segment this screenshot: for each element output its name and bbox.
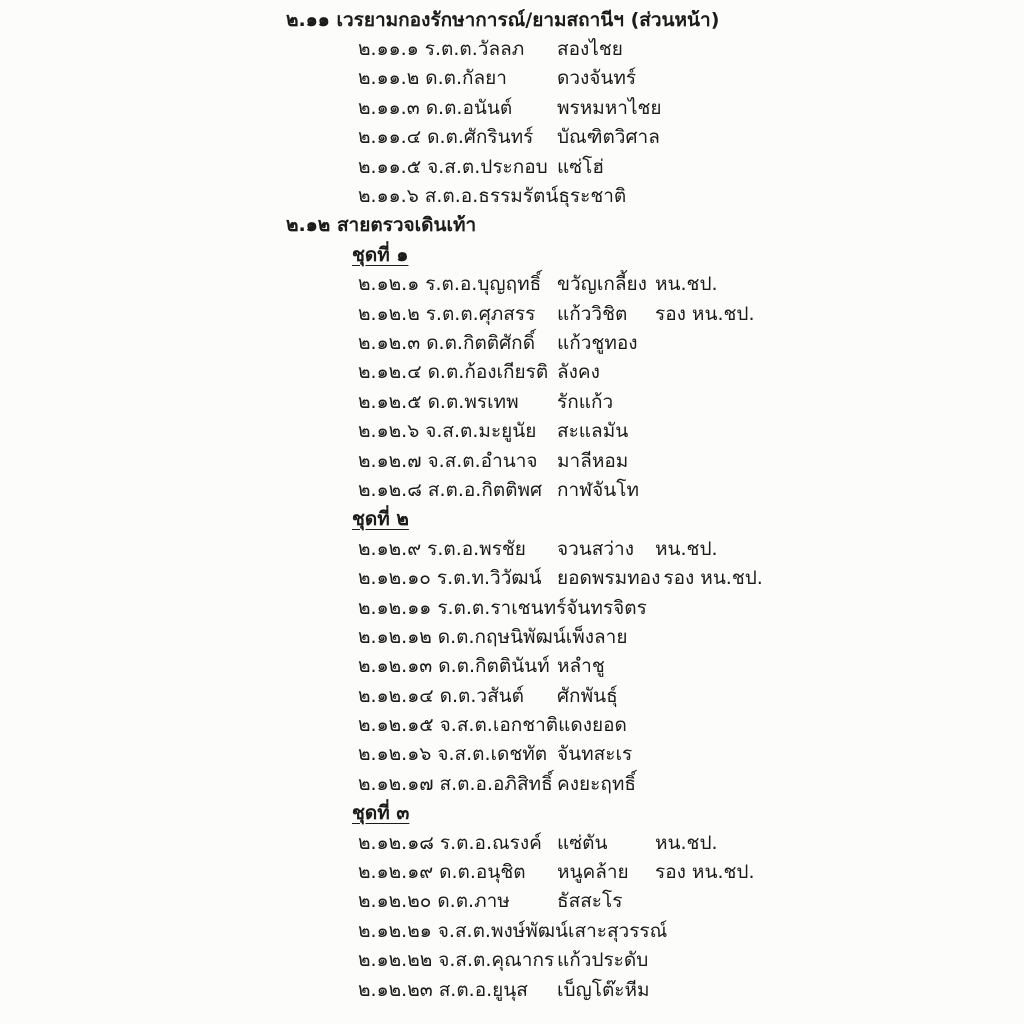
entry-surname: ขวัญเกลี้ยง — [557, 273, 647, 296]
entry-number: ๒.๑๒.๒๒ — [358, 949, 433, 972]
entry-rank-name: ด.ต.กิตตินันท์ — [438, 655, 550, 678]
entry-number: ๒.๑๒.๑๘ — [358, 831, 434, 854]
entry-rank-name: จ.ส.ต.เอกชาติ — [439, 714, 559, 737]
entry-surname: จันทรจิตร — [566, 596, 647, 619]
entry-surname: จวนสว่าง — [557, 537, 635, 560]
entry-role: หน.ชป. — [655, 831, 718, 854]
roster-row — [0, 358, 1024, 387]
entry-surname: พรหมหาไชย — [557, 96, 662, 119]
roster-row — [0, 946, 1024, 975]
roster-row — [0, 152, 1024, 181]
entry-number: ๒.๑๒.๒๑ — [358, 919, 432, 942]
entry-role: หน.ชป. — [655, 537, 718, 560]
roster-row — [0, 710, 1024, 739]
entry-number: ๒.๑๒.๑๗ — [358, 772, 434, 795]
roster-row — [0, 828, 1024, 857]
roster-row — [0, 34, 1024, 63]
entry-surname: กาฬจันโท — [557, 478, 640, 501]
entry-rank-name: ส.ต.อ.ธรรมรัตน์ — [424, 185, 559, 208]
entry-surname: ลังคง — [557, 361, 600, 384]
entry-rank-name: ร.ต.อ.ณรงค์ — [439, 831, 542, 854]
entry-number: ๒.๑๑.๒ — [358, 67, 420, 90]
section-heading: ๒.๑๒ สายตรวจเดินเท้า — [286, 214, 477, 237]
entry-rank-name: ด.ต.อนันต์ — [425, 96, 513, 119]
entry-rank-name: ส.ต.อ.ยูนุส — [438, 978, 528, 1001]
roster-row — [0, 387, 1024, 416]
entry-rank-name: จ.ส.ต.พงษ์พัฒน์ — [437, 919, 568, 942]
entry-number: ๒.๑๒.๙ — [358, 537, 422, 560]
entry-rank-name: จ.ส.ต.คุณากร — [438, 949, 555, 972]
entry-number: ๒.๑๒.๗ — [358, 449, 422, 472]
entry-rank-name: ด.ต.อนุชิต — [439, 861, 526, 884]
entry-surname: สะแลมัน — [557, 420, 629, 443]
entry-surname: สองไชย — [557, 38, 623, 61]
roster-row — [0, 270, 1024, 299]
roster-row — [0, 622, 1024, 651]
roster-row — [0, 534, 1024, 563]
roster-row — [0, 769, 1024, 798]
entry-surname: หนูคล้าย — [557, 861, 629, 884]
roster-row — [0, 123, 1024, 152]
entry-role: หน.ชป. — [655, 273, 718, 296]
roster-row — [0, 652, 1024, 681]
entry-number: ๒.๑๒.๑๔ — [358, 684, 434, 707]
group-subheading — [0, 505, 1024, 534]
entry-rank-name: ร.ต.ต.วัลลภ — [424, 38, 525, 61]
entry-number: ๒.๑๒.๑ — [358, 273, 420, 296]
entry-rank-name: ด.ต.กิตติศักดิ์ — [426, 332, 536, 354]
entry-number: ๒.๑๒.๒๐ — [358, 890, 432, 913]
roster-row — [0, 681, 1024, 710]
roster-row — [0, 740, 1024, 769]
entry-number: ๒.๑๒.๑๙ — [358, 861, 434, 884]
roster-row — [0, 416, 1024, 445]
group-subheading-label: ชุดที่ ๓ — [352, 802, 410, 825]
entry-rank-name: จ.ส.ต.อำนาจ — [427, 449, 538, 472]
roster-row — [0, 475, 1024, 504]
group-subheading-label: ชุดที่ ๒ — [352, 508, 409, 531]
entry-number: ๒.๑๑.๓ — [358, 96, 420, 119]
entry-rank-name: ด.ต.กฤษนิพัฒน์ — [437, 625, 566, 648]
entry-rank-name: ร.ต.ต.ศุภสรร — [425, 302, 536, 325]
entry-rank-name: จ.ส.ต.ประกอบ — [427, 155, 548, 178]
entry-number: ๒.๑๑.๕ — [358, 155, 422, 178]
roster-row — [0, 446, 1024, 475]
roster-row — [0, 593, 1024, 622]
entry-surname: เสาะสุวรรณ์ — [567, 919, 668, 942]
entry-number: ๒.๑๒.๒ — [358, 302, 420, 325]
entry-role: รอง หน.ชป. — [655, 302, 755, 325]
entry-rank-name: ร.ต.ต.ราเชนทร์ — [437, 596, 567, 619]
entry-rank-name: ด.ต.กัลยา — [425, 67, 507, 90]
entry-surname: ศักพันธุ์ — [557, 684, 618, 707]
entry-surname: แก้ววิชิต — [557, 302, 628, 325]
entry-surname: หลำชู — [557, 655, 605, 678]
roster-row — [0, 181, 1024, 210]
entry-rank-name: ส.ต.อ.อภิสิทธิ์ — [439, 772, 553, 795]
entry-surname: แดงยอด — [558, 714, 627, 737]
entry-rank-name: ร.ต.ท.วิวัฒน์ — [436, 567, 542, 590]
entry-number: ๒.๑๒.๔ — [358, 361, 422, 384]
entry-number: ๒.๑๒.๑๖ — [358, 743, 432, 766]
entry-surname: เบ็ญโต๊ะหีม — [557, 978, 650, 1001]
entry-number: ๒.๑๒.๑๕ — [358, 714, 434, 737]
group-subheading — [0, 799, 1024, 828]
entry-rank-name: ด.ต.ภาษ — [437, 890, 510, 913]
entry-surname: จันทสะเร — [557, 743, 633, 766]
roster-row — [0, 93, 1024, 122]
entry-number: ๒.๑๑.๖ — [358, 185, 419, 208]
entry-surname: เพ็งลาย — [565, 625, 628, 648]
entry-surname: คงยะฤทธิ์ — [557, 772, 636, 795]
entry-rank-name: ด.ต.พรเทพ — [427, 390, 519, 413]
roster-row — [0, 328, 1024, 357]
roster-row — [0, 857, 1024, 886]
entry-number: ๒.๑๒.๖ — [358, 420, 420, 443]
entry-number: ๒.๑๒.๓ — [358, 332, 421, 354]
entry-rank-name: ด.ต.ก้องเกียรติ — [427, 361, 549, 384]
entry-role: รอง หน.ชป. — [663, 567, 763, 590]
roster-row — [0, 975, 1024, 1004]
entry-number: ๒.๑๑.๑ — [358, 38, 419, 61]
roster-row — [0, 64, 1024, 93]
entry-number: ๒.๑๒.๑๒ — [358, 625, 432, 648]
entry-role: รอง หน.ชป. — [655, 861, 755, 884]
entry-surname: แก้วชูทอง — [557, 332, 638, 354]
entry-surname: แซ่ตัน — [557, 831, 608, 854]
entry-surname: ธัสสะโร — [557, 890, 623, 913]
entry-surname: ยอดพรมทอง — [557, 567, 661, 590]
entry-surname: แก้วประดับ — [557, 949, 649, 972]
entry-rank-name: ด.ต.ศักรินทร์ — [427, 126, 534, 149]
entry-number: ๒.๑๒.๒๓ — [358, 978, 433, 1001]
entry-number: ๒.๑๒.๑๑ — [358, 596, 432, 619]
entry-surname: แซ่โฮ่ — [557, 155, 604, 178]
roster-row — [0, 916, 1024, 945]
entry-surname: มาลีหอม — [557, 449, 629, 472]
entry-rank-name: ส.ต.อ.กิตติพศ — [427, 478, 543, 501]
group-subheading-label: ชุดที่ ๑ — [352, 243, 409, 266]
entry-rank-name: ร.ต.อ.พรชัย — [427, 537, 526, 560]
entry-rank-name: ด.ต.วสันต์ — [439, 684, 524, 707]
entry-number: ๒.๑๒.๑๐ — [358, 567, 431, 590]
roster-row — [0, 563, 1024, 592]
group-subheading — [0, 240, 1024, 269]
roster-row — [0, 887, 1024, 916]
entry-number: ๒.๑๒.๘ — [358, 478, 422, 501]
entry-number: ๒.๑๒.๕ — [358, 390, 422, 413]
entry-surname: ธุระชาติ — [558, 185, 627, 208]
roster-row — [0, 299, 1024, 328]
entry-surname: ดวงจันทร์ — [557, 67, 637, 90]
entry-rank-name: ร.ต.อ.บุญฤทธิ์ — [425, 273, 542, 296]
entry-number: ๒.๑๒.๑๓ — [358, 655, 433, 678]
entry-rank-name: จ.ส.ต.มะยูนัย — [425, 420, 537, 443]
entry-rank-name: จ.ส.ต.เดชทัต — [437, 743, 548, 766]
entry-surname: รักแก้ว — [557, 390, 614, 413]
entry-number: ๒.๑๑.๔ — [358, 126, 422, 149]
section-heading: ๒.๑๑ เวรยามกองรักษาการณ์/ยามสถานีฯ (ส่วนหน้า) — [286, 8, 720, 31]
entry-surname: บัณฑิตวิศาล — [557, 126, 660, 149]
